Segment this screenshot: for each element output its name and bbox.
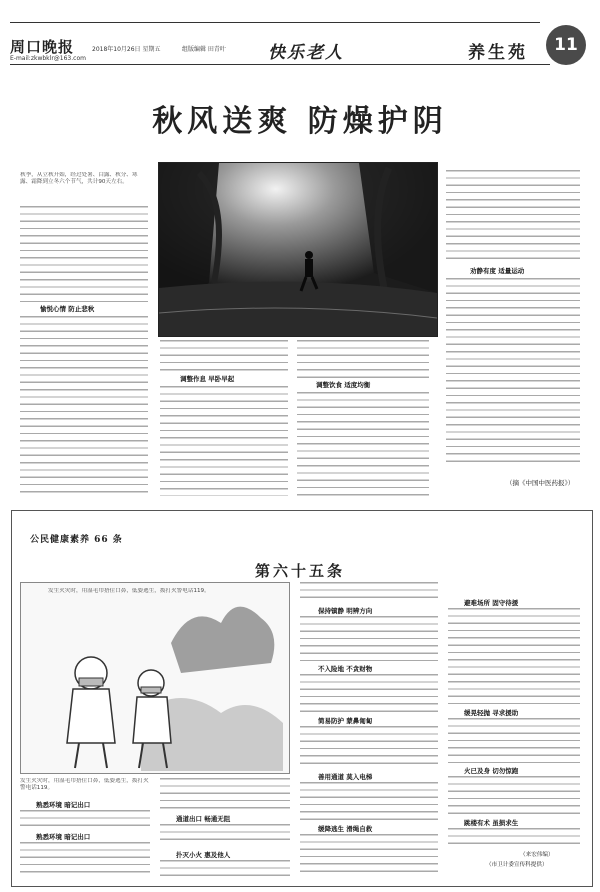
contact-email: E-mail:zkwbklr@163.com <box>10 55 86 62</box>
page-editors: 组版编辑 田青叶 <box>182 46 226 53</box>
series-text-1 <box>20 810 150 830</box>
page-header <box>0 0 600 64</box>
fire-escape-cartoon <box>20 582 290 774</box>
page-number-badge: 11 <box>546 25 586 65</box>
article-column-2-text <box>160 340 288 372</box>
series-text-7 <box>300 782 438 822</box>
header-bottom-rule <box>10 64 550 65</box>
series-text-1b <box>20 842 150 874</box>
series-subhead-10: 缓晃轻抛 寻求援助 <box>464 709 519 717</box>
article-subhead-2: 调整作息 早卧早起 <box>180 375 235 383</box>
article-source: （摘《中国中医药报》） <box>506 479 575 487</box>
series-text-12 <box>448 828 580 850</box>
series-text-8 <box>300 834 438 876</box>
photo-illustration <box>159 163 437 336</box>
series-text-11 <box>448 776 580 816</box>
series-subhead-1b: 熟悉环境 暗记出口 <box>36 833 91 841</box>
article-intro: 秋季，从立秋开始，经过处暑、白露、秋分、寒露、霜降到立冬六个节气，共计90天左右。 <box>20 172 138 186</box>
issue-date: 2018年10月26日 星期五 <box>92 46 161 53</box>
series-text-4 <box>300 582 438 604</box>
series-source: （来宏伟编） <box>520 852 554 858</box>
header-top-rule <box>10 22 540 23</box>
article-column-4-text-2 <box>446 278 580 468</box>
article-column-3-text <box>297 340 429 378</box>
newspaper-masthead: 周口晚报 <box>10 38 75 56</box>
column-title: 养生苑 <box>468 43 528 63</box>
series-text-2b <box>160 824 290 846</box>
series-tag: 公民健康素养 66 条 <box>30 535 123 545</box>
series-subhead-3: 扑灭小火 惠及他人 <box>176 851 231 859</box>
series-text-2 <box>160 778 290 812</box>
series-subhead-8: 缓降逃生 滑绳自救 <box>318 825 373 833</box>
series-subhead-2: 通道出口 畅通无阻 <box>176 815 231 823</box>
series-subhead-7: 善用通道 莫入电梯 <box>318 773 373 781</box>
series-subhead-9: 避难场所 固守待援 <box>464 599 519 607</box>
series-text-10 <box>448 718 580 764</box>
article-subhead-4: 劝静有度 适量运动 <box>470 267 525 275</box>
series-source-2: （市卫计委宣传科提供） <box>486 862 548 868</box>
series-subhead-12: 跳楼有术 虽损求生 <box>464 819 519 827</box>
series-text-5 <box>300 674 438 714</box>
article-column-1-text-2 <box>20 316 148 496</box>
series-caption-text: 发生火灾时，用湿毛巾捂住口鼻，低姿逃生，拨打火警电话119。 <box>20 778 149 792</box>
article-subhead-3: 调整饮食 适度均衡 <box>316 381 371 389</box>
series-text-9 <box>448 608 580 706</box>
cartoon-caption: 发生火灾时，用湿毛巾捂住口鼻，低姿逃生，拨打火警电话119。 <box>48 588 210 594</box>
series-subhead-1: 熟悉环境 暗记出口 <box>36 801 91 809</box>
series-subhead-11: 火已及身 切勿惊跑 <box>464 767 519 775</box>
article-column-3-text-2 <box>297 392 429 496</box>
series-subhead-4: 保持镇静 明辨方向 <box>318 607 373 615</box>
series-subhead-6: 简易防护 蒙鼻匍匐 <box>318 717 373 725</box>
article-column-1-text <box>20 206 148 302</box>
article-subhead-1: 愉悦心情 防止悲秋 <box>40 305 95 313</box>
series-text-3 <box>160 860 290 876</box>
cartoon-illustration <box>21 583 289 773</box>
section-title: 快乐老人 <box>268 43 344 63</box>
autumn-park-photo <box>158 162 438 337</box>
series-article-title: 第六十五条 <box>254 562 345 580</box>
article-column-4-text <box>446 170 580 262</box>
series-subhead-5: 不入险地 不贪财物 <box>318 665 373 673</box>
article-headline: 秋风送爽 防燥护阴 <box>152 104 448 139</box>
article-column-2-text-2 <box>160 386 288 496</box>
series-text-6 <box>300 726 438 770</box>
series-text-4b <box>300 616 438 662</box>
